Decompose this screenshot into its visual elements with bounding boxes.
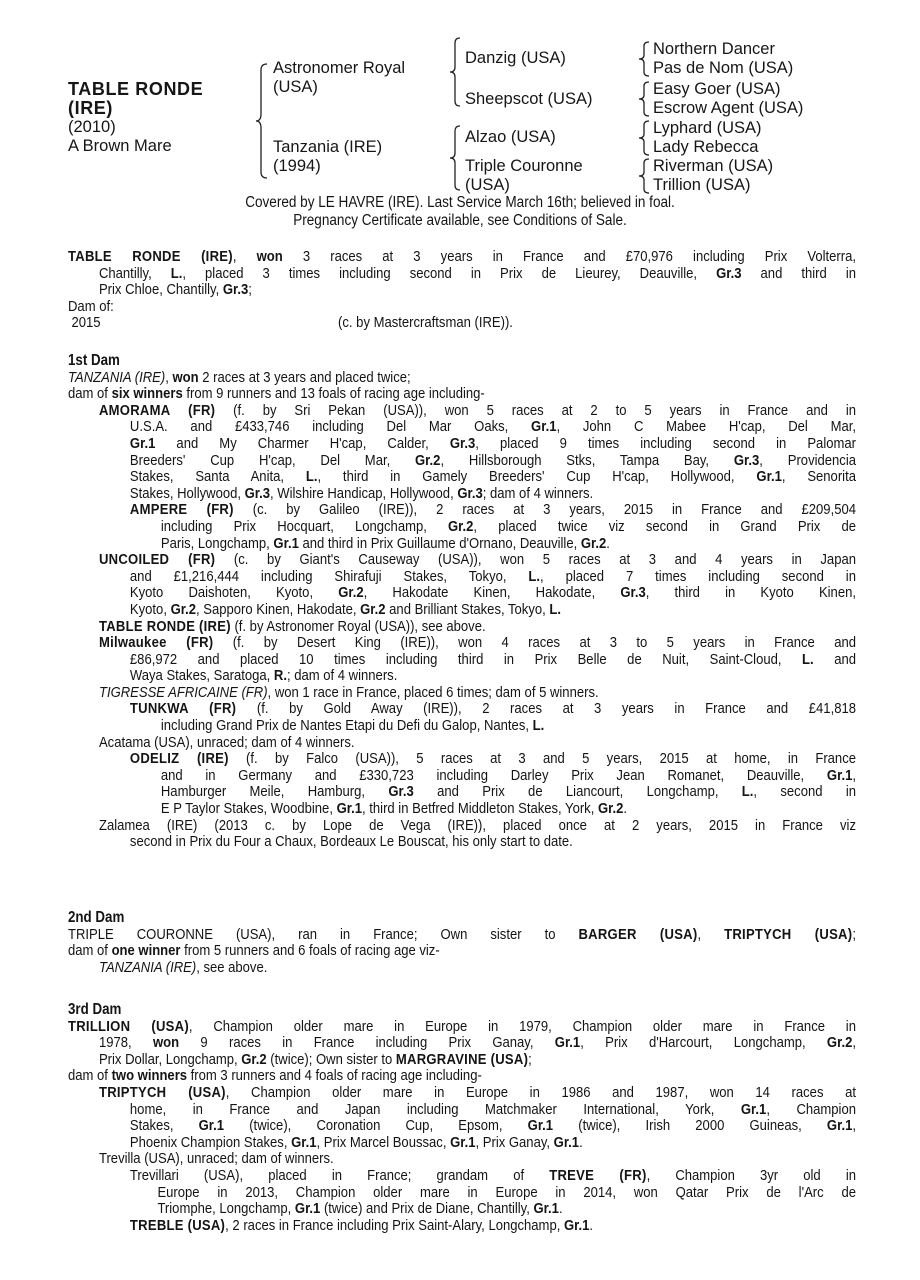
line-text: Phoenix Champion Stakes,: [129, 1133, 292, 1151]
line-text: , Hakodate Kinen, Hakodate,: [363, 584, 621, 602]
text-line: [130, 536, 856, 553]
line-text: , Prix Marcel Boussac,: [316, 1133, 451, 1151]
race-grade: Gr.1: [740, 1100, 767, 1118]
line-text: (f. by Falco (USA)), 5 races at 3 and 5 years, 2015 at home, in France: [228, 750, 856, 768]
gen3-ancestor: Lady Rebecca: [653, 138, 759, 156]
second-dam-section: [68, 910, 856, 976]
horse-name: AMPERE (FR): [129, 501, 234, 519]
race-grade: Gr.1: [563, 1216, 590, 1234]
line-text: dam of: [68, 942, 112, 960]
covering-line-1: Covered by LE HAVRE (IRE). Last Service March 16th; believed in foal.: [245, 194, 675, 211]
first-dam-section: [68, 353, 856, 851]
race-grade: Gr.2: [826, 1034, 853, 1052]
line-text: (twice) and Prix de Diane, Chantilly,: [320, 1200, 534, 1218]
line-text: ; dam of 4 winners.: [286, 667, 398, 685]
text-line: [99, 486, 856, 503]
line-text: , third in Kyoto Kinen,: [645, 584, 856, 602]
race-grade: L.: [549, 600, 561, 618]
gen3-ancestor: Northern Dancer: [653, 40, 775, 58]
line-text: , Champion: [766, 1100, 856, 1118]
line-text: dam of: [68, 1067, 112, 1085]
horse-description: A Brown Mare: [68, 137, 172, 155]
race-grade: Gr.3: [620, 584, 646, 602]
section-heading: 1st Dam: [68, 352, 120, 369]
dam-name: Tanzania (IRE): [273, 138, 383, 156]
race-grade: Gr.3: [733, 451, 760, 469]
race-grade: Gr.2: [170, 600, 197, 618]
text-line: [99, 1085, 856, 1102]
bold-text: TRIPTYCH (USA): [724, 925, 853, 943]
text-line: [99, 1135, 856, 1152]
produce-entry-trevillari: [68, 1168, 856, 1218]
text-line: [130, 718, 856, 735]
produce-entry-uncoiled: [68, 552, 856, 618]
line-text: , placed 9 times including second in Palomar: [475, 434, 856, 452]
line-text: and: [813, 650, 857, 668]
line-text: (c. by Galileo (IRE)), 2 races at 3 years, 2015 in France and £209,504: [233, 501, 856, 519]
line-text: Kyoto,: [129, 600, 171, 618]
line-text: ,: [852, 1117, 856, 1135]
line-text: , Champion older mare in Europe in 1979, Champion older mare in France in: [188, 1017, 856, 1035]
text-line: [99, 453, 856, 470]
produce-entry-tunkwa: [68, 701, 856, 734]
gen3-ancestor: Pas de Nom (USA): [653, 59, 794, 77]
line-text: , Providencia: [759, 451, 856, 469]
pedigree-brace-g3-4: [638, 157, 650, 195]
race-grade: Gr.1: [294, 1200, 321, 1218]
race-grade: Gr.2: [448, 517, 474, 535]
dam-summary: TANZANIA (IRE), won 2 races at 3 years and placed twice;: [68, 368, 411, 386]
line-text: Stakes, Santa Anita,: [129, 468, 306, 486]
line-text: (c. by Giant's Causeway (USA)), won 5 races at 3 and 4 years in Japan: [215, 551, 856, 569]
race-grade: Gr.3: [457, 484, 483, 502]
line-text: E P Taylor Stakes, Woodbine,: [160, 800, 337, 818]
line-text: Kyoto Daishoten, Kyoto,: [129, 584, 339, 602]
line-text: , Hillsborough Stks, Tampa Bay,: [440, 451, 734, 469]
line-text: Triomphe, Longchamp,: [157, 1200, 295, 1218]
bold-text: TREVE (FR): [549, 1166, 647, 1184]
line-text: Prix Dollar, Longchamp,: [98, 1050, 242, 1068]
second-dam-summary: [68, 927, 856, 960]
section-heading: 3rd Dam: [68, 1001, 122, 1018]
race-grade: Gr.2: [415, 451, 441, 469]
gen3-ancestor: Lyphard (USA): [653, 119, 762, 137]
line-text: and in Germany and £330,723 including Darley Prix Jean Romanet, Deauville,: [160, 766, 827, 784]
produce-entry-amorama: [68, 403, 856, 503]
text-line: [130, 1201, 856, 1218]
race-grade: Gr.1: [533, 1200, 559, 1218]
race-grade: R.: [273, 667, 287, 685]
produce-entry-tigresse: TIGRESSE AFRICAINE (FR), won 1 race in France, placed 6 times; dam of 5 winners.: [98, 683, 599, 701]
race-grade: L.: [528, 567, 541, 585]
horse-name: ODELIZ (IRE): [129, 750, 229, 768]
race-grade: Gr.1: [826, 1117, 853, 1135]
race-grade: Gr.3: [388, 783, 414, 801]
line-text: (twice), Irish 2000 Guineas,: [553, 1117, 827, 1135]
text-line: [99, 1102, 856, 1119]
race-grade: Gr.1: [273, 534, 299, 552]
horse-name: UNCOILED (FR): [98, 551, 216, 569]
text-line: [130, 502, 856, 519]
line-text: and Brilliant Stakes, Tokyo,: [385, 600, 550, 618]
text-line: [130, 1218, 856, 1235]
dam-produce-summary: dam of six winners from 9 runners and 13 foals of racing age including-: [68, 385, 485, 403]
race-grade: L.: [305, 468, 318, 486]
horse-name: TABLE RONDE (IRE): [68, 79, 204, 118]
race-grade: Gr.2: [597, 800, 624, 818]
text-line: [99, 1118, 856, 1135]
produce-entry-milwaukee: [68, 635, 856, 685]
line-text: , placed 7 times including second in: [540, 567, 856, 585]
dam-of-label: Dam of:: [68, 297, 114, 315]
race-grade: L.: [802, 650, 814, 668]
line-text: second in Prix du Four a Chaux, Bordeaux Le Bouscat, his only start to date.: [129, 833, 573, 851]
produce-entry-treble: [68, 1218, 856, 1235]
line-text: U.S.A. and £433,746 including Del Mar Oaks,: [129, 418, 532, 436]
race-grade: Gr.1: [336, 800, 363, 818]
line-text: , John C Mabee H'cap, Del Mar,: [556, 418, 856, 436]
line-text: Stakes, Hollywood,: [129, 484, 245, 502]
line-text: (f. by Sri Pekan (USA)), won 5 races at 2 to 5 years in France and in: [215, 401, 856, 419]
line-text: .: [579, 1133, 583, 1151]
text-line: [130, 701, 856, 718]
text-line: [99, 834, 856, 851]
line-text: .: [589, 1216, 594, 1234]
race-grade: Gr.2: [241, 1050, 267, 1068]
produce-entry-acatama: Acatama (USA), unraced; dam of 4 winners.: [98, 733, 355, 751]
produce-description: (c. by Mastercraftsman (IRE)).: [338, 314, 513, 332]
line-text: from 5 runners and 6 foals of racing age viz-: [180, 942, 440, 960]
line-text: , Senorita: [781, 468, 856, 486]
race-record: [68, 249, 856, 332]
produce-entry-table-ronde: TABLE RONDE (IRE) (f. by Astronomer Royal (USA)), see above.: [98, 617, 486, 635]
text-line: [68, 1068, 856, 1085]
line-text: , third in Gamely Breeders' Cup H'cap, Hollywood,: [317, 468, 757, 486]
race-grade: Gr.1: [531, 418, 557, 436]
line-text: (f. by Gold Away (IRE)), 2 races at 3 years in France and £41,818: [236, 700, 857, 718]
line-text: Trevillari (USA), placed in France; grandam of: [129, 1166, 550, 1184]
text-line: [68, 1035, 856, 1052]
line-text: TRIPLE COURONNE (USA), ran in France; Own sister to: [68, 925, 579, 943]
text-line: [68, 1019, 856, 1036]
line-text: and third in Prix Guillaume d'Ornano, Deauville,: [298, 534, 581, 552]
produce-row: [68, 315, 856, 332]
line-text: , 2 races in France including Prix Saint-Alary, Longchamp,: [225, 1216, 564, 1234]
line-text: Stakes,: [129, 1117, 199, 1135]
text-line: [99, 469, 856, 486]
sire-name: Astronomer Royal: [273, 59, 406, 77]
line-text: and £1,216,444 including Shirafuji Stakes, Tokyo,: [129, 567, 529, 585]
line-text: (twice), Coronation Cup, Epsom,: [224, 1117, 528, 1135]
bold-text: TRIPTYCH (USA): [98, 1083, 226, 1101]
line-text: .: [558, 1200, 563, 1218]
produce-entry-zalamea: [68, 818, 856, 851]
produce-entry-tanzania: TANZANIA (IRE), see above.: [98, 958, 268, 976]
line-text: , Champion older mare in Europe in 1986 and 1987, won 14 races at: [225, 1083, 856, 1101]
sire-sire: Danzig (USA): [465, 49, 566, 67]
line-text: Breeders' Cup H'cap, Del Mar,: [129, 451, 416, 469]
race-grade: Gr.3: [449, 434, 476, 452]
sire-country: (USA): [273, 78, 318, 96]
gen3-ancestor: Riverman (USA): [653, 157, 774, 175]
third-dam-trillion: [68, 1019, 856, 1069]
dam-sire: Alzao (USA): [465, 128, 556, 146]
text-line: [130, 1168, 856, 1185]
text-line: [130, 768, 856, 785]
line-text: and Prix de Liancourt, Longchamp,: [413, 783, 742, 801]
produce-entry-ampere: [68, 502, 856, 552]
race-grade: Gr.1: [527, 1117, 554, 1135]
produce-entry-trevilla: Trevilla (USA), unraced; dam of winners.: [98, 1150, 334, 1168]
text-line: [68, 1052, 856, 1069]
text-line: [99, 635, 856, 652]
bold-text: TREBLE (USA): [129, 1216, 226, 1234]
line-text: including Prix Hocquart, Longchamp,: [160, 517, 449, 535]
bold-text: MARGRAVINE (USA): [395, 1050, 529, 1068]
line-text: ;: [528, 1050, 532, 1068]
dam-year: (1994): [273, 157, 321, 175]
covering-line-2: Pregnancy Certificate available, see Conditions of Sale.: [293, 212, 627, 229]
line-text: , Sapporo Kinen, Hakodate,: [196, 600, 361, 618]
text-line: [99, 652, 856, 669]
race-grade: L.: [532, 717, 545, 735]
race-grade: Gr.2: [360, 600, 386, 618]
line-text: Paris, Longchamp,: [160, 534, 274, 552]
foaled-year: (2010): [68, 118, 116, 136]
dam-dam-line2: (USA): [465, 176, 510, 194]
text-line: [99, 668, 856, 685]
gen3-ancestor: Trillion (USA): [653, 176, 751, 194]
third-dam-section: [68, 1002, 856, 1234]
race-grade: L.: [741, 783, 754, 801]
race-grade: Gr.1: [826, 766, 853, 784]
bold-text: one winner: [111, 942, 181, 960]
race-grade: Gr.1: [129, 434, 156, 452]
third-dam-produce-summary: [68, 1068, 856, 1085]
line-text: , placed twice viz second in Grand Prix de: [473, 517, 857, 535]
line-text: Europe in 2013, Champion older mare in Europe in 2014, won Qatar Prix de l'Arc de: [157, 1183, 856, 1201]
race-grade: Gr.1: [756, 468, 782, 486]
line-text: 1978,: [98, 1034, 153, 1052]
line-text: (twice); Own sister to: [266, 1050, 396, 1068]
race-grade: Gr.2: [338, 584, 364, 602]
text-line: [99, 818, 856, 835]
covering-note: [66, 194, 854, 230]
line-text: 9 races in France including Prix Ganay,: [179, 1034, 555, 1052]
line-text: Zalamea (IRE) (2013 c. by Lope de Vega (IRE)), placed once at 2 years, 2015 in France viz: [98, 816, 856, 834]
horse-name: Milwaukee (FR): [98, 634, 214, 652]
horse-name: TUNKWA (FR): [129, 700, 237, 718]
text-line: [68, 943, 856, 960]
horse-name: AMORAMA (FR): [98, 401, 216, 419]
line-text: Hamburger Meile, Hamburg,: [160, 783, 389, 801]
text-line: [130, 801, 856, 818]
race-grade: Gr.3: [244, 484, 271, 502]
line-text: , Prix d'Harcourt, Longchamp,: [580, 1034, 827, 1052]
bold-text: BARGER (USA): [578, 925, 698, 943]
line-text: .: [623, 800, 628, 818]
text-line: [130, 751, 856, 768]
line-text: from 3 runners and 4 foals of racing age including-: [187, 1067, 482, 1085]
race-grade: Gr.1: [554, 1034, 581, 1052]
line-text: ,: [852, 1034, 857, 1052]
produce-entry-odeliz: [68, 751, 856, 817]
race-grade: Gr.1: [291, 1133, 317, 1151]
produce-entry-triptych: [68, 1085, 856, 1151]
race-grade: Gr.1: [450, 1133, 476, 1151]
line-text: .: [606, 534, 610, 552]
line-text: home, in France and Japan including Matchmaker International, York,: [129, 1100, 741, 1118]
pedigree-brace-g3-3: [638, 119, 650, 157]
race-grade: Gr.1: [553, 1133, 580, 1151]
bold-text: TRILLION (USA): [68, 1017, 189, 1035]
bold-text: two winners: [111, 1067, 188, 1085]
race-record-line: Prix Chloe, Chantilly, Gr.3;: [98, 281, 252, 299]
text-line: [99, 403, 856, 420]
line-text: , Prix Ganay,: [475, 1133, 554, 1151]
race-grade: Gr.1: [198, 1117, 225, 1135]
text-line: [99, 602, 856, 619]
text-line: [99, 419, 856, 436]
text-line: [99, 436, 856, 453]
pedigree-brace-g3-2: [638, 80, 650, 118]
line-text: and My Charmer H'cap, Calder,: [155, 434, 450, 452]
line-text: £86,972 and placed 10 times including third in Prix Belle de Nuit, Saint-Cloud,: [129, 650, 803, 668]
gen3-ancestor: Easy Goer (USA): [653, 80, 781, 98]
line-text: (f. by Desert King (IRE)), won 4 races at 3 to 5 years in France and: [213, 634, 856, 652]
line-text: ,: [852, 766, 856, 784]
pedigree-brace-dam: [449, 124, 461, 192]
pedigree-brace-g3-1: [638, 40, 650, 78]
pedigree-brace-gen1: [255, 62, 269, 180]
line-text: , second in: [753, 783, 856, 801]
text-line: [68, 927, 856, 944]
gen3-ancestor: Escrow Agent (USA): [653, 99, 804, 117]
race-record-line: TABLE RONDE (IRE), won 3 races at 3 years in France and £70,976 including Prix Volterra,: [68, 248, 856, 265]
dam-dam-line1: Triple Couronne: [465, 157, 583, 175]
line-text: , Champion 3yr old in: [646, 1166, 856, 1184]
race-grade: Gr.2: [580, 534, 607, 552]
line-text: ; dam of 4 winners.: [482, 484, 594, 502]
line-text: Waya Stakes, Saratoga,: [129, 667, 274, 685]
text-line: [130, 784, 856, 801]
line-text: ,: [697, 925, 725, 943]
pedigree-brace-sire: [449, 36, 461, 108]
produce-year: 2015: [71, 314, 101, 332]
text-line: [99, 569, 856, 586]
race-record-line: Chantilly, L., placed 3 times including second in Prix de Lieurey, Deauville, Gr.3 and third in: [98, 264, 856, 282]
line-text: including Grand Prix de Nantes Etapi du Defi du Galop, Nantes,: [160, 717, 533, 735]
text-line: [99, 552, 856, 569]
text-line: [99, 585, 856, 602]
section-heading: 2nd Dam: [68, 909, 125, 926]
text-line: [130, 519, 856, 536]
sire-dam: Sheepscot (USA): [465, 90, 593, 108]
text-line: [130, 1185, 856, 1202]
line-text: , Wilshire Handicap, Hollywood,: [270, 484, 458, 502]
line-text: ;: [852, 925, 856, 943]
bold-text: won: [152, 1034, 180, 1052]
line-text: , third in Betfred Middleton Stakes, York,: [362, 800, 598, 818]
